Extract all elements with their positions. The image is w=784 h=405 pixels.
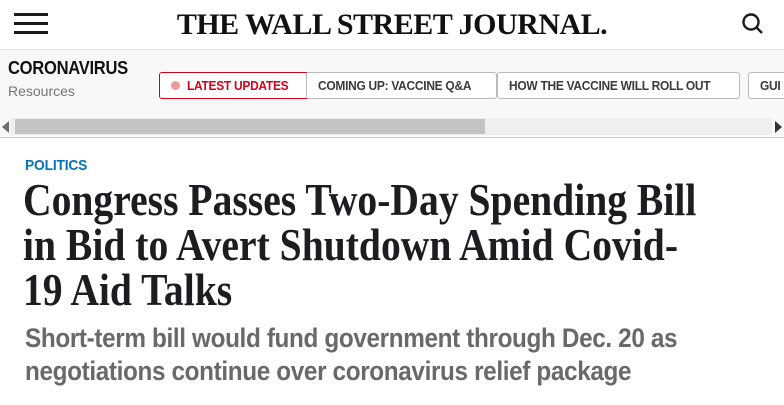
live-dot-icon <box>171 81 180 90</box>
top-header <box>0 0 784 50</box>
scroll-right-arrow-icon[interactable] <box>775 121 782 133</box>
vaccine-rollout-label: HOW THE VACCINE WILL ROLL OUT <box>509 78 711 93</box>
search-icon[interactable] <box>740 11 766 37</box>
headline-line: 19 Aid Talks <box>23 265 233 315</box>
vaccine-qa-button[interactable] <box>306 72 497 99</box>
headline-line: Congress Passes Two-Day Spending Bill <box>23 175 697 225</box>
article-headline <box>23 175 784 315</box>
scroll-left-arrow-icon[interactable] <box>2 121 9 133</box>
coronavirus-title[interactable] <box>8 58 138 79</box>
category-label: POLITICS <box>25 157 88 174</box>
coronavirus-title-label: CORONAVIRUS <box>8 58 128 78</box>
category-politics-link[interactable] <box>25 157 93 174</box>
vaccine-rollout-button[interactable] <box>497 72 740 99</box>
subhead-line: Short-term bill would fund government through Dec. 20 as <box>25 323 678 353</box>
coronavirus-resources-link[interactable]: Resources <box>8 83 75 99</box>
clipped-guide-label: GUI <box>760 78 781 93</box>
headline-line: in Bid to Avert Shutdown Amid Covid- <box>23 220 679 270</box>
article-subhead <box>25 322 750 388</box>
subhead-line: negotiations continue over coronavirus relief package <box>25 356 632 386</box>
clipped-guide-button[interactable] <box>748 72 784 99</box>
horizontal-scrollbar-thumb[interactable] <box>15 119 485 134</box>
wsj-masthead-logo[interactable]: THE WALL STREET JOURNAL. <box>176 8 608 41</box>
coronavirus-bar <box>0 50 784 138</box>
vaccine-qa-label: COMING UP: VACCINE Q&A <box>318 78 472 93</box>
latest-updates-label: LATEST UPDATES <box>187 78 289 93</box>
latest-updates-button[interactable] <box>159 72 309 99</box>
